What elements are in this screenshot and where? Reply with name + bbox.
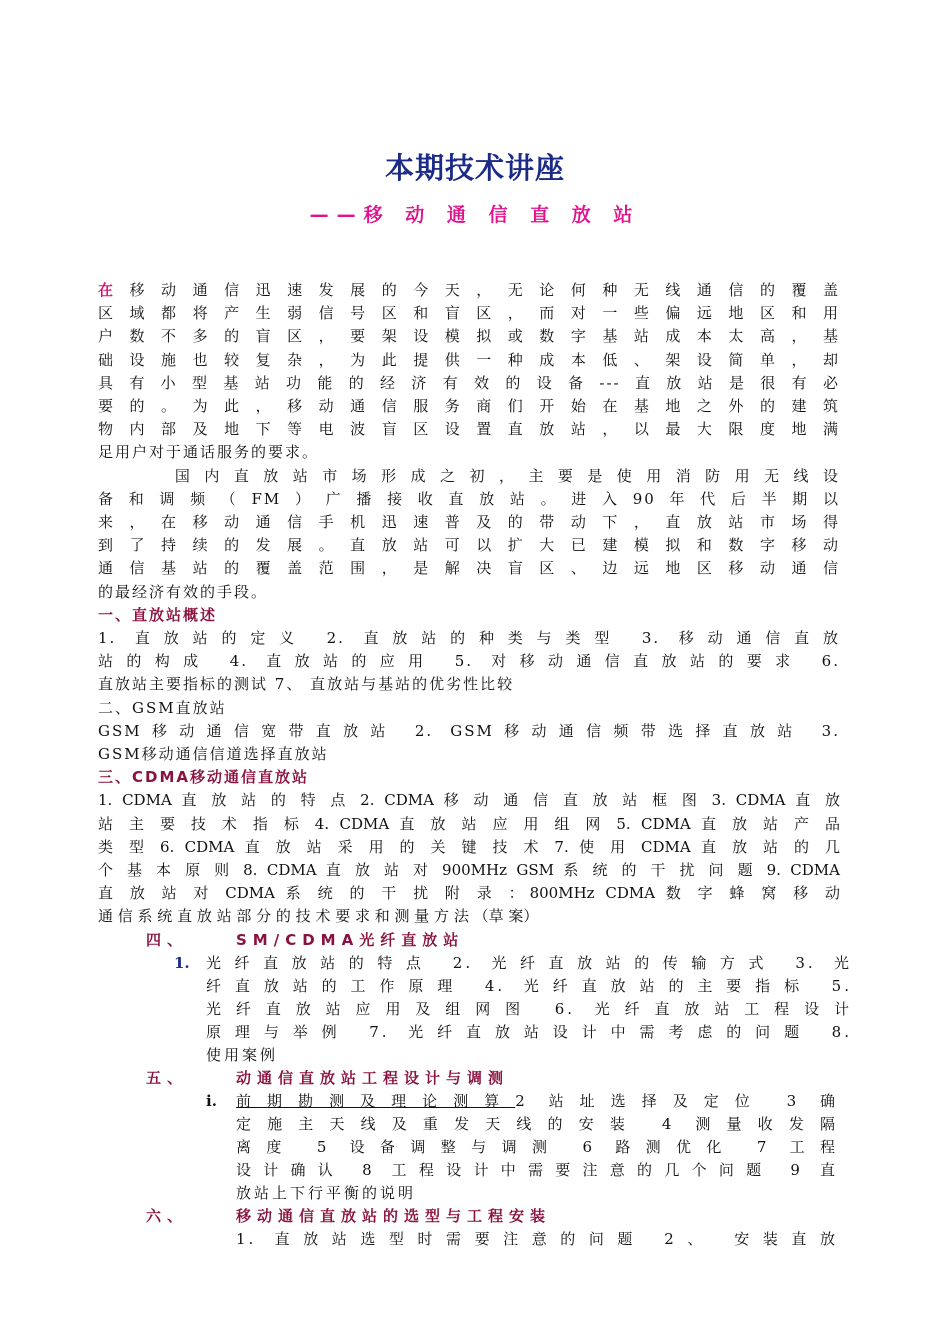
section5-heading (0, 1067, 860, 1090)
intro-line: 在移动通信迅速发展的今天，无论何种无线通信的覆盖 (98, 281, 840, 299)
page-subtitle: ——移 动 通 信 直 放 站 (309, 204, 641, 226)
section5-text (236, 1090, 838, 1205)
page-title: 本期技术讲座 (384, 151, 565, 185)
section6 (0, 1205, 860, 1251)
intro-line: 户数不多的盲区，要架设模拟或数字基站成本太高，基 (98, 327, 840, 346)
section6-line: 1. 直放站选型时需要注意的问题 2、 安装直放 (236, 1230, 838, 1248)
section4-number: 四、 (146, 931, 189, 949)
section4-line: 光纤直放站的特点 2. 光纤直放站的传输方式 3. 光 (206, 954, 852, 972)
para2-line: 备和调频（FM）广播接收直放站。进入90年代后半期以 (98, 489, 840, 508)
section5 (0, 1067, 860, 1205)
section5-title: 动通信直放站工程设计与调测 (236, 1069, 510, 1087)
section3-line: 直 放 站 对 CDMA 系 统 的 干 扰 附 录 ：800MHz CDMA 数 字 蜂 窝 移 动 (98, 884, 840, 903)
section3-line: 类 型 6. CDMA 直 放 站 采 用 的 关 键 技 术 7. 使 用 CDMA 直 放 站 的 几 (98, 837, 840, 856)
section4 (0, 929, 860, 1067)
section3-line: 通 信 系 统 直 放 站 部 分 的 技 术 要 求 和 测 量 方 法 （草 案） (98, 907, 539, 926)
section3-line: 站 主 要 技 术 指 标 4. CDMA 直 放 站 应 用 组 网 5. CDMA 直 放 站 产 品 (98, 814, 840, 833)
para2-line: 到了持续的发展。直放站可以扩大已建模拟和数字移动 (98, 536, 840, 555)
para2-line: 通信基站的覆盖范围，是解决盲区、边远地区移动通信 (98, 559, 840, 578)
section1-line: 站的构成 4. 直放站的应用 5. 对移动通信直放站的要求 6. (98, 652, 840, 671)
section3-line: 1. CDMA 直 放 站 的 特 点 2. CDMA 移 动 通 信 直 放 站 框 图 3. CDMA 直 放 (98, 791, 840, 810)
section4-line: 光纤直放站应用及组网图 6. 光纤直放站工程设计 (206, 1000, 852, 1018)
section2-line: GSM移动通信宽带直放站 2. GSM移动通信频带选择直放站 3. (98, 721, 840, 740)
intro-line: 础设施也较复杂，为此提供一种成本低、架设简单，却 (98, 350, 840, 369)
document-body (98, 279, 840, 929)
section5-line: 离度 5 设备调整与调测 6 路测优化 7 工程 (236, 1138, 838, 1156)
para2-line: 国内直放站市场形成之初，主要是使用消防用无线设 (98, 466, 840, 485)
section3-heading: 三、CDMA移动通信直放站 (98, 768, 309, 787)
section5-line: 放站上下行平衡的说明 (236, 1184, 417, 1202)
section4-heading (0, 929, 860, 952)
intro-line: 区域都将产生弱信号区和盲区，而对一些偏远地区和用 (98, 304, 840, 323)
section6-text (236, 1228, 838, 1251)
intro-line: 足用户对于通话服务的要求。 (98, 443, 320, 462)
dropcap: 在 (98, 281, 130, 299)
section2-line: GSM移动通信信道选择直放站 (98, 745, 329, 764)
section6-title: 移动通信直放站的选型与工程安装 (236, 1207, 552, 1225)
para2-line: 来，在移动通信手机迅速普及的带动下，直放站市场得 (98, 513, 840, 532)
section1-line: 直放站主要指标的测试 7、 直放站与基站的优劣性比较 (98, 675, 515, 694)
section6-heading (0, 1205, 860, 1228)
para2-line: 的最经济有效的手段。 (98, 582, 269, 601)
section2-heading: 二、GSM直放站 (98, 698, 227, 717)
section3-line: 个 基 本 原 则 8. CDMA 直 放 站 对 900MHz GSM 系 统 的 干 扰 问 题 9. CDMA (98, 861, 840, 880)
intro-line: 要的。为此，移动通信服务商们开始在基地之外的建筑 (98, 397, 840, 416)
section5-marker: i. (206, 1092, 217, 1110)
intro-line: 物内部及地下等电波盲区设置直放站，以最大限度地满 (98, 420, 840, 439)
section5-line: 设计确认 8 工程设计中需要注意的几个问题 9 直 (236, 1161, 838, 1179)
section4-text (206, 952, 852, 1067)
section5-underlined: 前期勘测及理论测算 (236, 1092, 516, 1110)
section1-line: 1. 直放站的定义 2. 直放站的种类与类型 3. 移动通信直放 (98, 629, 840, 648)
intro-line: 具有小型基站功能的经济有效的设备---直放站是很有必 (98, 373, 840, 392)
section5-number: 五、 (146, 1069, 189, 1087)
section4-title: SM/CDMA光纤直放站 (236, 931, 465, 949)
section4-line: 原理与举例 7. 光纤直放站设计中需考虑的问题 8. (206, 1023, 852, 1041)
section4-marker: 1. (174, 954, 190, 972)
section1-heading: 一、直放站概述 (98, 605, 218, 624)
section5-line: 定施主天线及重发天线的安装 4 测量收发隔 (236, 1115, 838, 1133)
section4-line: 纤直放站的工作原理 4. 光纤直放站的主要指标 5. (206, 977, 852, 995)
section4-line: 使用案例 (206, 1046, 279, 1064)
section5-line: 前期勘测及理论测算2 站址选择及定位 3 确 (236, 1092, 838, 1110)
section6-number: 六、 (146, 1207, 189, 1225)
